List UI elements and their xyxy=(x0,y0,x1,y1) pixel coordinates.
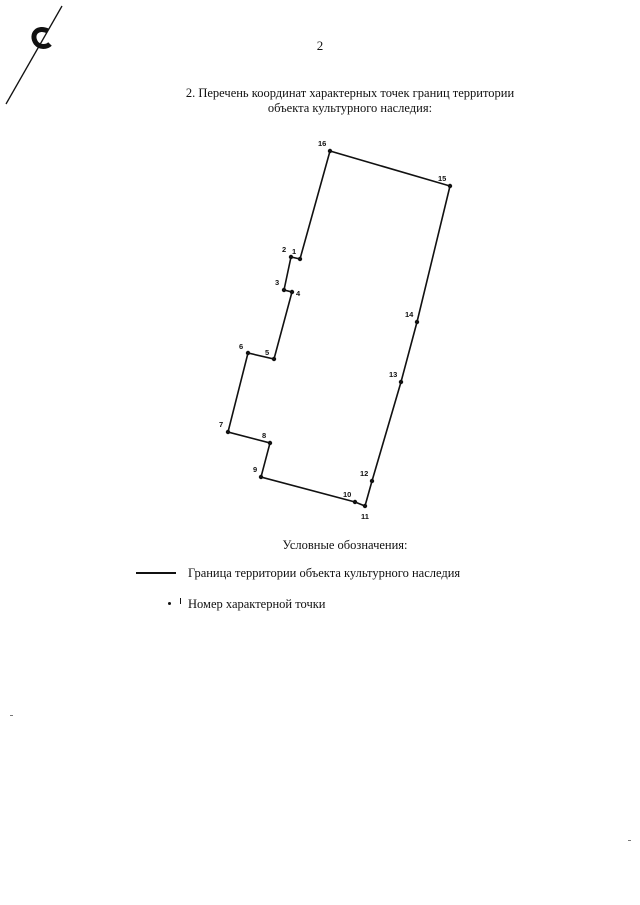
characteristic-points xyxy=(219,139,452,521)
point-16-marker xyxy=(328,149,332,153)
point-6-marker xyxy=(246,351,250,355)
point-10-label: 10 xyxy=(343,490,352,499)
point-6-label: 6 xyxy=(239,342,244,351)
legend-title: Условные обозначения: xyxy=(282,538,408,552)
point-3-label: 3 xyxy=(275,278,280,287)
point-9-label: 9 xyxy=(253,465,258,474)
point-1-label: 1 xyxy=(292,247,297,256)
point-12-marker xyxy=(370,479,374,483)
heading-line-1: 2. Перечень координат характерных точек границ территории xyxy=(185,86,515,100)
point-7-marker xyxy=(226,430,230,434)
point-10-marker xyxy=(353,500,357,504)
point-13-marker xyxy=(399,380,403,384)
point-14-label: 14 xyxy=(405,310,414,319)
point-13-label: 13 xyxy=(389,370,398,379)
point-16-label: 16 xyxy=(318,139,327,148)
legend-point-label: Номер характерной точки xyxy=(188,597,326,611)
point-3-marker xyxy=(282,288,286,292)
point-8-marker xyxy=(268,441,272,445)
point-7-label: 7 xyxy=(219,420,224,429)
page-number: 2 xyxy=(316,38,324,53)
point-15-label: 15 xyxy=(438,174,447,183)
point-2-marker xyxy=(289,255,293,259)
point-2-label: 2 xyxy=(282,245,287,254)
point-8-label: 8 xyxy=(262,431,267,440)
point-5-label: 5 xyxy=(265,348,270,357)
scan-speck xyxy=(628,840,631,841)
point-9-marker xyxy=(259,475,263,479)
point-4-marker xyxy=(290,290,294,294)
point-dot-sample xyxy=(168,602,171,605)
heading-line-2: объекта культурного наследия: xyxy=(267,101,433,115)
point-5-marker xyxy=(272,357,276,361)
boundary-line-sample xyxy=(136,572,176,574)
scan-speck xyxy=(10,715,13,716)
territory-boundary xyxy=(228,151,450,506)
point-4-label: 4 xyxy=(296,289,301,298)
point-1-marker xyxy=(298,257,302,261)
legend-boundary-label: Граница территории объекта культурного наследия xyxy=(188,566,461,580)
point-15-marker xyxy=(448,184,452,188)
point-tick-sample xyxy=(180,598,181,604)
point-12-label: 12 xyxy=(360,469,369,478)
point-11-marker xyxy=(363,504,367,508)
point-11-label: 11 xyxy=(361,512,369,521)
point-14-marker xyxy=(415,320,419,324)
